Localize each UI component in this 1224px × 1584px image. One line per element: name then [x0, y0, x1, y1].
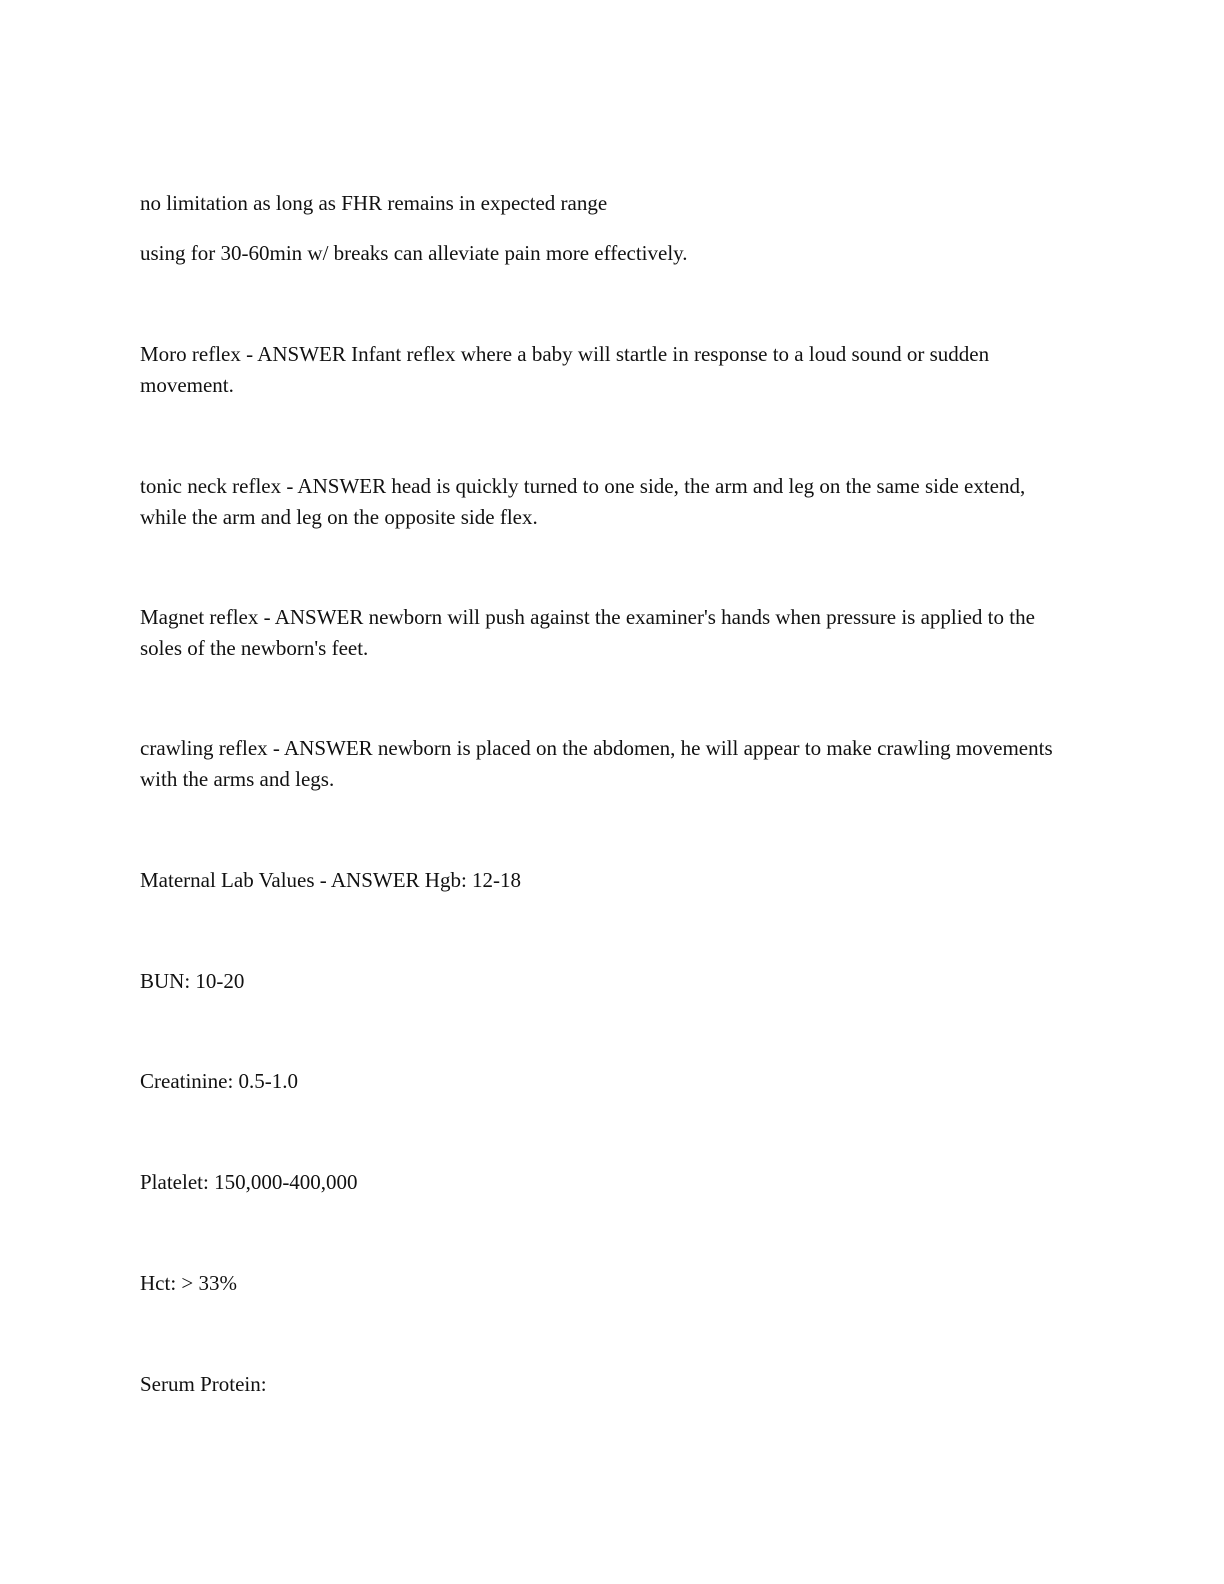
paragraph-maternal-lab-values: Maternal Lab Values - ANSWER Hgb: 12-18 — [140, 868, 522, 892]
paragraph-bun: BUN: 10-20 — [140, 969, 245, 993]
paragraph-pain-relief: using for 30-60min w/ breaks can alleviate pain more effectively. — [140, 241, 688, 265]
paragraph-hct: Hct: > 33% — [140, 1271, 237, 1295]
paragraph-creatinine: Creatinine: 0.5-1.0 — [140, 1069, 299, 1093]
paragraph-moro-reflex: Moro reflex - ANSWER Infant reflex where a baby will startle in response to a loud sound or sudden movement. — [140, 342, 990, 397]
paragraph-platelet: Platelet: 150,000-400,000 — [140, 1170, 358, 1194]
paragraph-magnet-reflex: Magnet reflex - ANSWER newborn will push against the examiner's hands when pressure is applied to the soles of the newborn's feet. — [140, 605, 1035, 660]
paragraph-serum-protein: Serum Protein: — [140, 1372, 267, 1396]
paragraph-fhr-limitation: no limitation as long as FHR remains in expected range — [140, 191, 608, 215]
paragraph-crawling-reflex: crawling reflex - ANSWER newborn is placed on the abdomen, he will appear to make crawling movements with the arms and legs. — [140, 736, 1053, 791]
paragraph-tonic-neck-reflex: tonic neck reflex - ANSWER head is quickly turned to one side, the arm and leg on the same side extend, while the arm and leg on the opposite side flex. — [140, 474, 1026, 529]
